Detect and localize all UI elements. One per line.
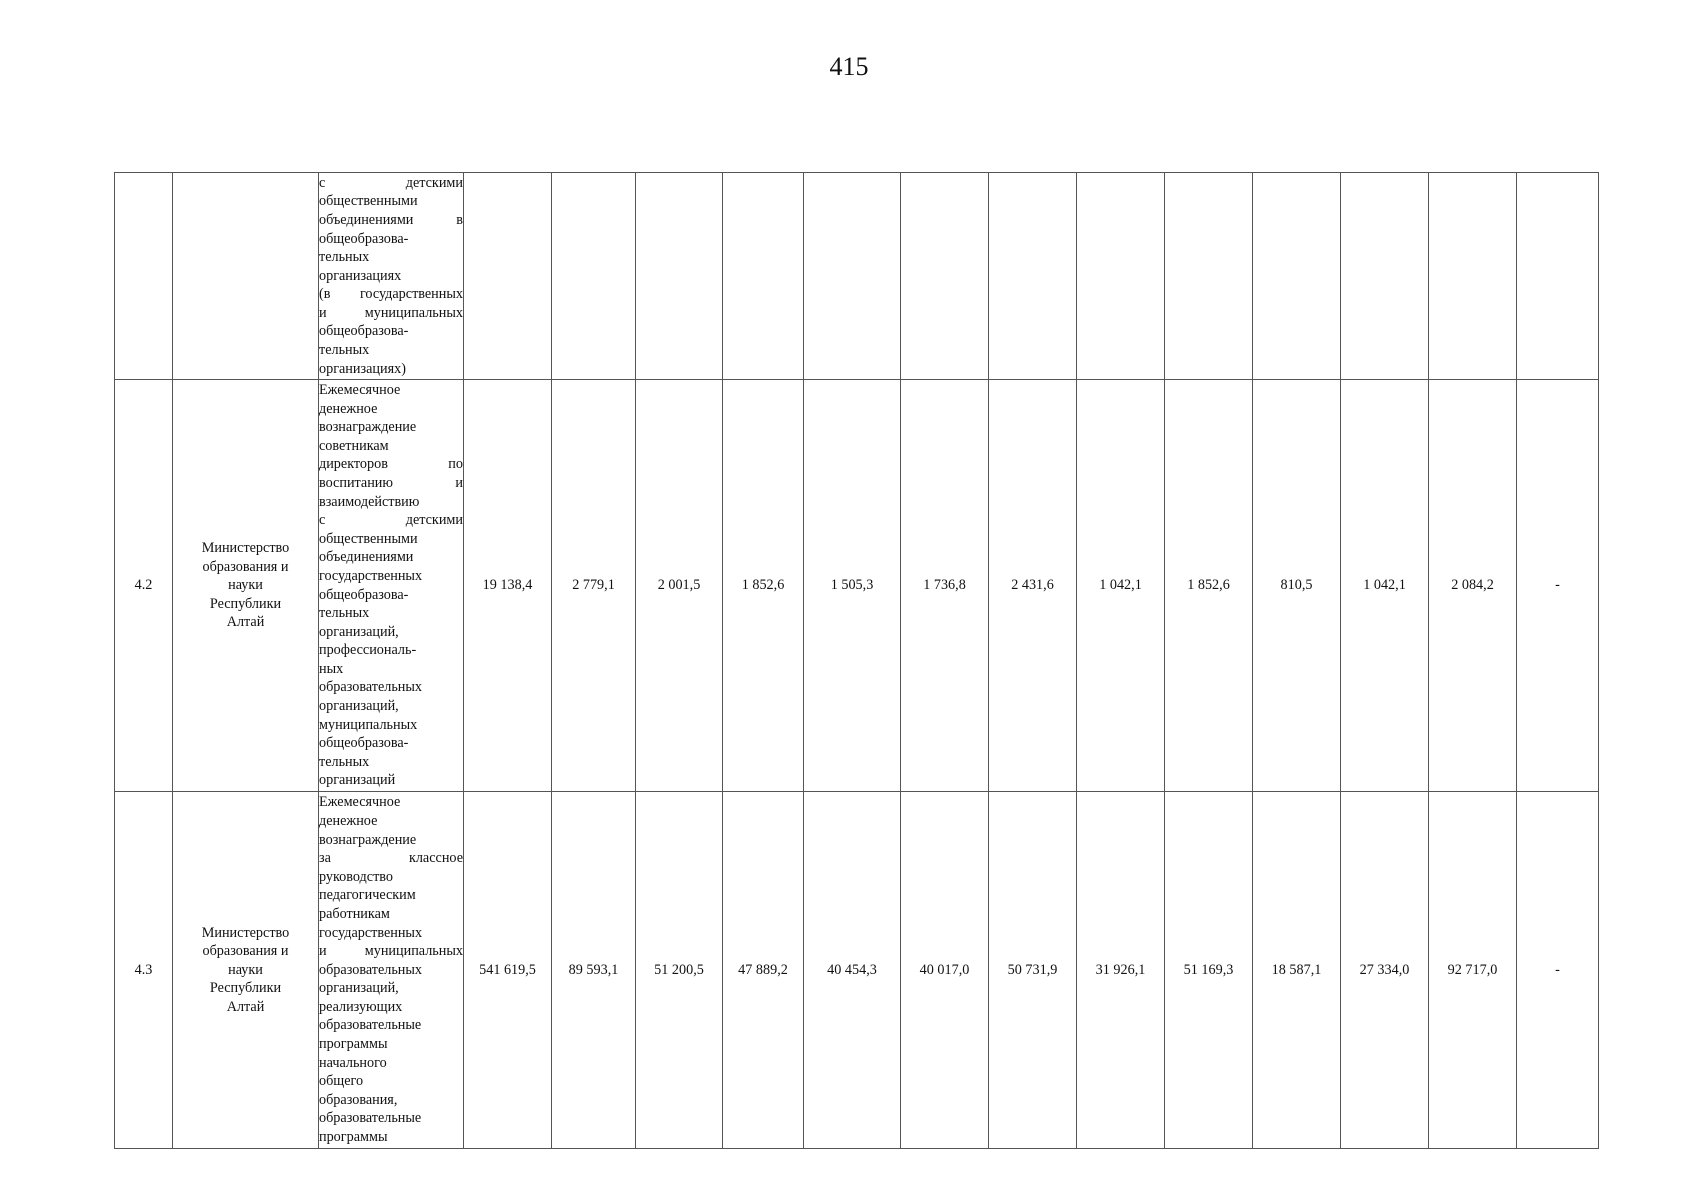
- description-line: (в государственных: [319, 286, 463, 303]
- organization-line: Республики: [209, 980, 282, 997]
- description-line: образовательных: [319, 679, 423, 696]
- value-cell: -: [1517, 380, 1599, 792]
- organization-line: Министерство: [201, 540, 290, 557]
- description-line: государственных: [319, 567, 423, 584]
- description-line: Ежемесячное: [319, 381, 401, 398]
- value-cell: 19 138,4: [464, 380, 552, 792]
- organization-line: науки: [228, 961, 263, 978]
- value-cell: 18 587,1: [1253, 792, 1341, 1149]
- value-cell: 51 169,3: [1165, 792, 1253, 1149]
- description-line: общественными: [319, 193, 418, 210]
- description-line: организациях): [319, 360, 406, 377]
- description-line: тельных: [319, 753, 370, 770]
- row-number-cell: [115, 173, 173, 380]
- description-line: организаций: [319, 772, 396, 789]
- value-cell: 2 779,1: [552, 380, 636, 792]
- description-line: образовательные: [319, 1110, 422, 1127]
- description-line: руководство: [319, 868, 393, 885]
- description-line: взаимодействию: [319, 493, 420, 510]
- description-line: профессиональ-: [319, 642, 417, 659]
- description-line: Ежемесячное: [319, 794, 401, 811]
- value-cell: 47 889,2: [723, 792, 804, 1149]
- description-line: организаций,: [319, 623, 399, 640]
- description-line: воспитанию и: [319, 474, 463, 491]
- description-line: советникам: [319, 437, 389, 454]
- description-line: объединениями в: [319, 211, 463, 228]
- description-cell: [319, 380, 464, 792]
- value-cell: 1 736,8: [901, 380, 989, 792]
- organization-cell: [173, 792, 319, 1149]
- value-cell: [1077, 173, 1165, 380]
- value-cell: 92 717,0: [1429, 792, 1517, 1149]
- value-cell: [989, 173, 1077, 380]
- description-line: тельных: [319, 342, 370, 359]
- description-cell: [319, 792, 464, 1149]
- table-row: [115, 792, 1599, 1149]
- value-cell: [552, 173, 636, 380]
- value-cell: 31 926,1: [1077, 792, 1165, 1149]
- description-line: общеобразова-: [319, 735, 409, 752]
- row-number-cell: 4.2: [115, 380, 173, 792]
- value-cell: 2 084,2: [1429, 380, 1517, 792]
- value-cell: 1 042,1: [1077, 380, 1165, 792]
- value-cell: [901, 173, 989, 380]
- value-cell: 27 334,0: [1341, 792, 1429, 1149]
- description-line: организациях: [319, 267, 402, 284]
- value-cell: 40 017,0: [901, 792, 989, 1149]
- value-cell: 1 505,3: [804, 380, 901, 792]
- organization-cell: [173, 173, 319, 380]
- description-line: с детскими: [319, 512, 463, 529]
- value-cell: 2 001,5: [636, 380, 723, 792]
- organization-line: Алтай: [226, 614, 265, 631]
- description-line: общеобразова-: [319, 323, 409, 340]
- description-line: организаций,: [319, 698, 399, 715]
- description-line: реализующих: [319, 998, 403, 1015]
- row-number-cell: 4.3: [115, 792, 173, 1149]
- value-cell: -: [1517, 792, 1599, 1149]
- description-line: работникам: [319, 905, 390, 922]
- description-line: вознаграждение: [319, 419, 417, 436]
- value-cell: 50 731,9: [989, 792, 1077, 1149]
- description-line: тельных: [319, 605, 370, 622]
- value-cell: 1 042,1: [1341, 380, 1429, 792]
- description-line: вознаграждение: [319, 831, 417, 848]
- value-cell: 541 619,5: [464, 792, 552, 1149]
- value-cell: 2 431,6: [989, 380, 1077, 792]
- description-line: образования,: [319, 1091, 398, 1108]
- table-row: [115, 173, 1599, 380]
- description-line: и муниципальных: [319, 943, 463, 960]
- value-cell: [464, 173, 552, 380]
- description-line: общеобразова-: [319, 586, 409, 603]
- organization-line: науки: [228, 577, 263, 594]
- value-cell: 1 852,6: [723, 380, 804, 792]
- value-cell: [636, 173, 723, 380]
- description-line: тельных: [319, 249, 370, 266]
- organization-line: Министерство: [201, 924, 290, 941]
- description-line: программы: [319, 1036, 388, 1053]
- value-cell: [1253, 173, 1341, 380]
- value-cell: 1 852,6: [1165, 380, 1253, 792]
- value-cell: 40 454,3: [804, 792, 901, 1149]
- description-line: ных: [319, 660, 344, 677]
- value-cell: [723, 173, 804, 380]
- description-line: за классное: [319, 850, 463, 867]
- description-line: государственных: [319, 924, 423, 941]
- description-line: и муниципальных: [319, 304, 463, 321]
- table-body: [115, 173, 1599, 1149]
- organization-line: образования и: [202, 943, 289, 960]
- description-line: денежное: [319, 400, 378, 417]
- description-line: образовательные: [319, 1017, 422, 1034]
- description-line: начального: [319, 1054, 387, 1071]
- budget-table: [114, 172, 1599, 1149]
- value-cell: 51 200,5: [636, 792, 723, 1149]
- description-line: общеобразова-: [319, 230, 409, 247]
- value-cell: [1165, 173, 1253, 380]
- description-cell: [319, 173, 464, 380]
- organization-cell: [173, 380, 319, 792]
- organization-line: образования и: [202, 558, 289, 575]
- value-cell: 810,5: [1253, 380, 1341, 792]
- value-cell: [1517, 173, 1599, 380]
- value-cell: 89 593,1: [552, 792, 636, 1149]
- description-line: муниципальных: [319, 716, 418, 733]
- organization-line: Алтай: [226, 998, 265, 1015]
- description-line: программы: [319, 1129, 388, 1146]
- value-cell: [1341, 173, 1429, 380]
- description-line: общественными: [319, 530, 418, 547]
- value-cell: [804, 173, 901, 380]
- description-line: образовательных: [319, 961, 423, 978]
- table-row: [115, 380, 1599, 792]
- description-line: объединениями: [319, 549, 414, 566]
- description-line: общего: [319, 1073, 364, 1090]
- description-line: с детскими: [319, 174, 463, 191]
- description-line: педагогическим: [319, 887, 416, 904]
- organization-line: Республики: [209, 595, 282, 612]
- page-number: 415: [829, 52, 869, 81]
- description-line: организаций,: [319, 980, 399, 997]
- description-line: денежное: [319, 812, 378, 829]
- description-line: директоров по: [319, 456, 463, 473]
- value-cell: [1429, 173, 1517, 380]
